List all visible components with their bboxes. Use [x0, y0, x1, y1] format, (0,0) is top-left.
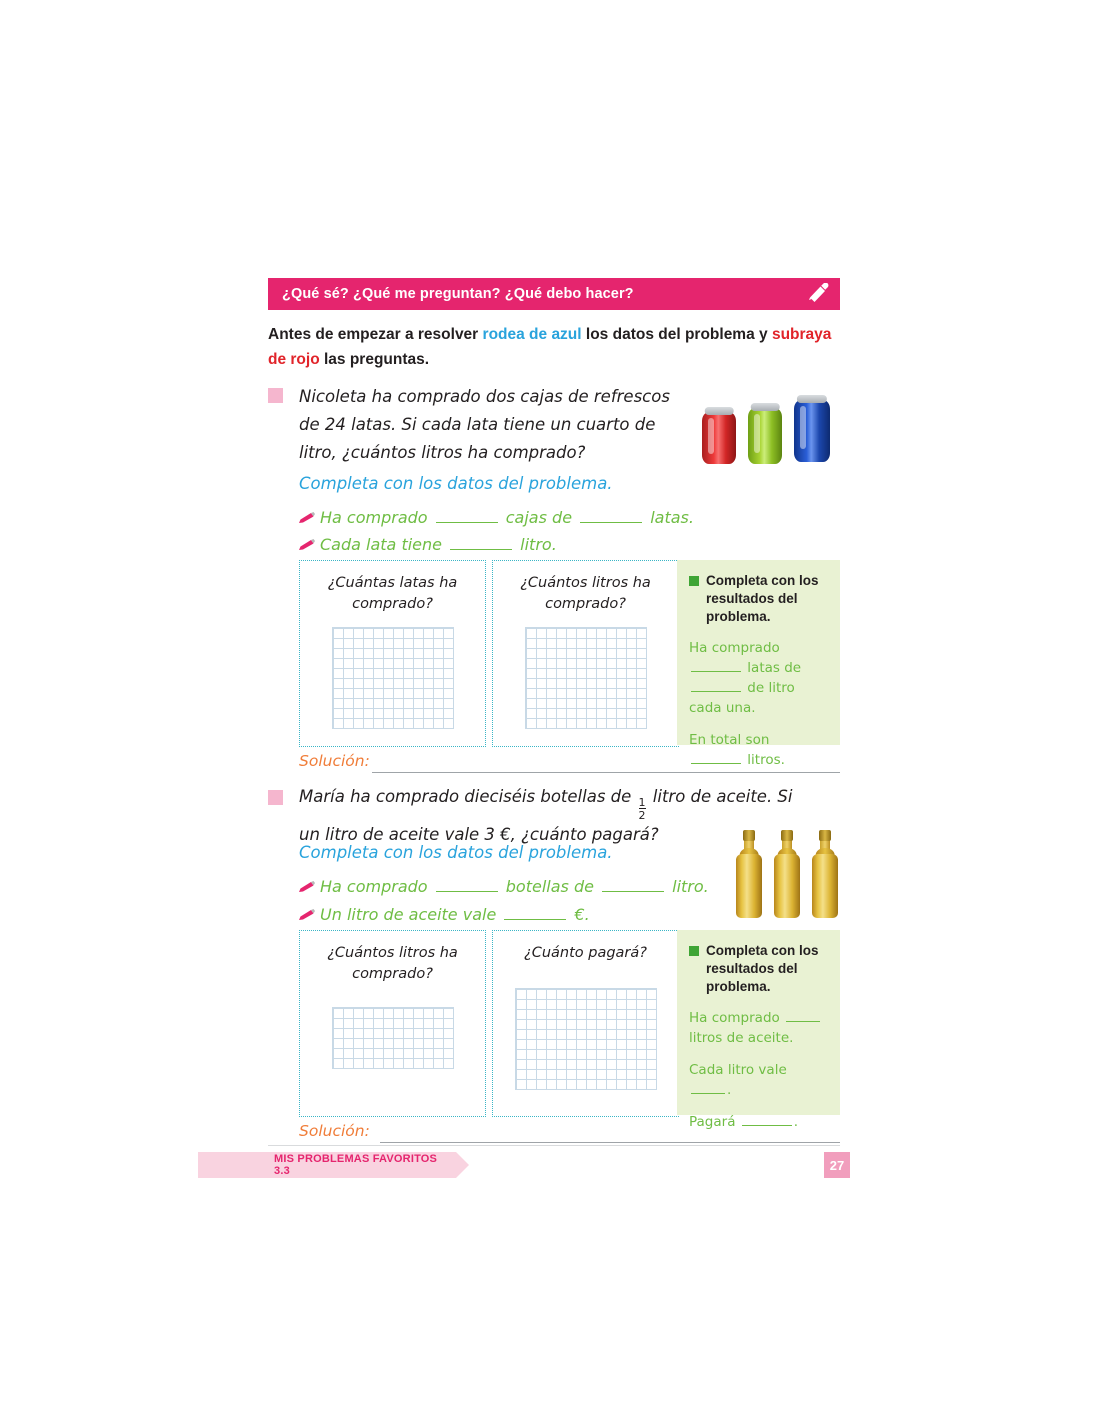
- problem-bullet-1: [268, 388, 283, 403]
- fraction-one-half: $\frac{1}{2}$: [638, 796, 646, 822]
- p1-f1-middle: cajas de: [500, 508, 578, 527]
- p1-box1-question-line2: comprado?: [352, 596, 433, 612]
- footer-rule: [268, 1145, 840, 1146]
- p2-f1-blank-1[interactable]: [436, 891, 498, 892]
- problem-2-statement-line1: María ha comprado dieciséis botellas de $\frac{1}{2}$ litro de aceite. Si: [299, 787, 793, 822]
- p1-result-line-2: En total son litros.: [689, 732, 785, 768]
- p2-box2-question-line1: ¿Cuánto pagará?: [524, 945, 647, 961]
- problem-2-workbox-1[interactable]: [299, 930, 486, 1117]
- oil-bottles-image: [736, 822, 840, 920]
- p1-box2-question-line1: ¿Cuántos litros ha: [520, 575, 651, 591]
- pencil-bullet-icon: [299, 509, 316, 521]
- problem-2-fill-line-2: [299, 905, 590, 924]
- pencil-bullet-icon: [299, 906, 316, 918]
- problem-2-solution-line[interactable]: [380, 1142, 840, 1143]
- p1-f1-after: latas.: [645, 508, 694, 527]
- problem-1-statement-line3: litro, ¿cuántos litros ha comprado?: [299, 443, 586, 462]
- problem-2-workbox-2[interactable]: [492, 930, 679, 1117]
- problem-1-statement-line2: de 24 latas. Si cada lata tiene un cuarto de: [299, 415, 656, 434]
- green-square-icon: [689, 576, 699, 586]
- p1-result-blank-2[interactable]: [691, 691, 741, 692]
- p2-result-line-1: Ha comprado litros de aceite.: [689, 1008, 826, 1048]
- p2-result-line-3: Pagará .: [689, 1114, 799, 1130]
- p1-f1-blank-1[interactable]: [436, 522, 498, 523]
- p2-box1-question-line2: comprado?: [352, 966, 433, 982]
- p1-f2-blank-1[interactable]: [450, 549, 512, 550]
- p1-box2-question-line2: comprado?: [545, 596, 626, 612]
- p2-result-line-2: Cada litro vale .: [689, 1062, 787, 1098]
- problem-1-workbox-1[interactable]: [299, 560, 486, 747]
- p2-box1-grid[interactable]: [332, 1007, 454, 1069]
- problem-2-statement-line2: un litro de aceite vale 3 €, ¿cuánto pagará?: [299, 825, 659, 844]
- p2-result-blank-1[interactable]: [786, 1021, 820, 1022]
- problem-bullet-2: [268, 790, 283, 805]
- problem-1-result-box: [677, 560, 840, 768]
- green-square-icon: [689, 946, 699, 956]
- p1-f2-before: Cada lata tiene: [320, 535, 448, 554]
- pencil-bullet-icon: [299, 878, 316, 890]
- intro-part1: Antes de empezar a resolver: [268, 326, 483, 343]
- oil-bottle-3-icon: [812, 830, 838, 918]
- blue-can-icon: [794, 400, 830, 462]
- p2-box2-grid[interactable]: [515, 988, 657, 1090]
- page-number-badge: 27: [824, 1152, 850, 1178]
- p2-result-heading: Completa con los resultados del problema.: [689, 942, 826, 996]
- footer-tab: [198, 1152, 456, 1178]
- pencil-bullet-icon: [299, 536, 316, 548]
- problem-2-fill-line-1: [299, 877, 709, 896]
- section-header-title: ¿Qué sé? ¿Qué me preguntan? ¿Qué debo hacer?: [282, 286, 634, 302]
- intro-red: subraya de rojo: [268, 326, 832, 368]
- section-header: [268, 278, 840, 310]
- oil-bottle-1-icon: [736, 830, 762, 918]
- problem-1-fill-line-1: [299, 508, 694, 527]
- p1-box2-grid[interactable]: [525, 627, 647, 729]
- soda-cans-image: [700, 390, 840, 470]
- problem-2-result-box: [677, 930, 840, 1130]
- p1-box1-question-line1: ¿Cuántas latas ha: [327, 575, 458, 591]
- p2-box1-question-line1: ¿Cuántos litros ha: [327, 945, 458, 961]
- footer-book-title: MIS PROBLEMAS FAVORITOS 3.3: [274, 1153, 438, 1177]
- p2-result-blank-2[interactable]: [691, 1093, 725, 1094]
- p2-f2-before: Un litro de aceite vale: [320, 905, 502, 924]
- p2-f1-after: litro.: [667, 877, 709, 896]
- problem-2-cue: Completa con los datos del problema.: [299, 843, 613, 862]
- intro-part2: los datos del problema y: [581, 326, 772, 343]
- red-can-icon: [702, 412, 736, 464]
- p1-result-blank-3[interactable]: [691, 763, 741, 764]
- green-can-icon: [748, 408, 782, 464]
- problem-2-solution-label: Solución:: [299, 1122, 370, 1140]
- problem-1-solution-line[interactable]: [372, 772, 840, 773]
- intro-part3: las preguntas.: [319, 351, 430, 368]
- p1-result-line-1: Ha comprado latas de de litro cada una.: [689, 640, 802, 716]
- p2-result-blank-3[interactable]: [742, 1125, 792, 1126]
- pencil-icon: [806, 282, 832, 306]
- p1-f1-blank-2[interactable]: [580, 522, 642, 523]
- p2-f2-blank-1[interactable]: [504, 919, 566, 920]
- p1-result-blank-1[interactable]: [691, 671, 741, 672]
- oil-bottle-2-icon: [774, 830, 800, 918]
- p2-f1-before: Ha comprado: [320, 877, 433, 896]
- problem-1-statement-line1: Nicoleta ha comprado dos cajas de refrescos: [299, 387, 670, 406]
- p2-f2-middle: €.: [569, 905, 590, 924]
- p1-result-heading: Completa con los resultados del problema.: [689, 572, 826, 626]
- problem-1-workbox-2[interactable]: [492, 560, 679, 747]
- p1-f2-middle: litro.: [515, 535, 557, 554]
- p2-f1-blank-2[interactable]: [602, 891, 664, 892]
- intro-paragraph: [268, 322, 846, 372]
- p1-box1-grid[interactable]: [332, 627, 454, 729]
- p2-f1-middle: botellas de: [500, 877, 600, 896]
- p1-f1-before: Ha comprado: [320, 508, 433, 527]
- problem-1-statement: [299, 383, 699, 467]
- problem-1-solution-label: Solución:: [299, 752, 370, 770]
- problem-1-cue: Completa con los datos del problema.: [299, 474, 613, 493]
- problem-1-fill-line-2: [299, 535, 557, 554]
- intro-blue: rodea de azul: [482, 326, 582, 343]
